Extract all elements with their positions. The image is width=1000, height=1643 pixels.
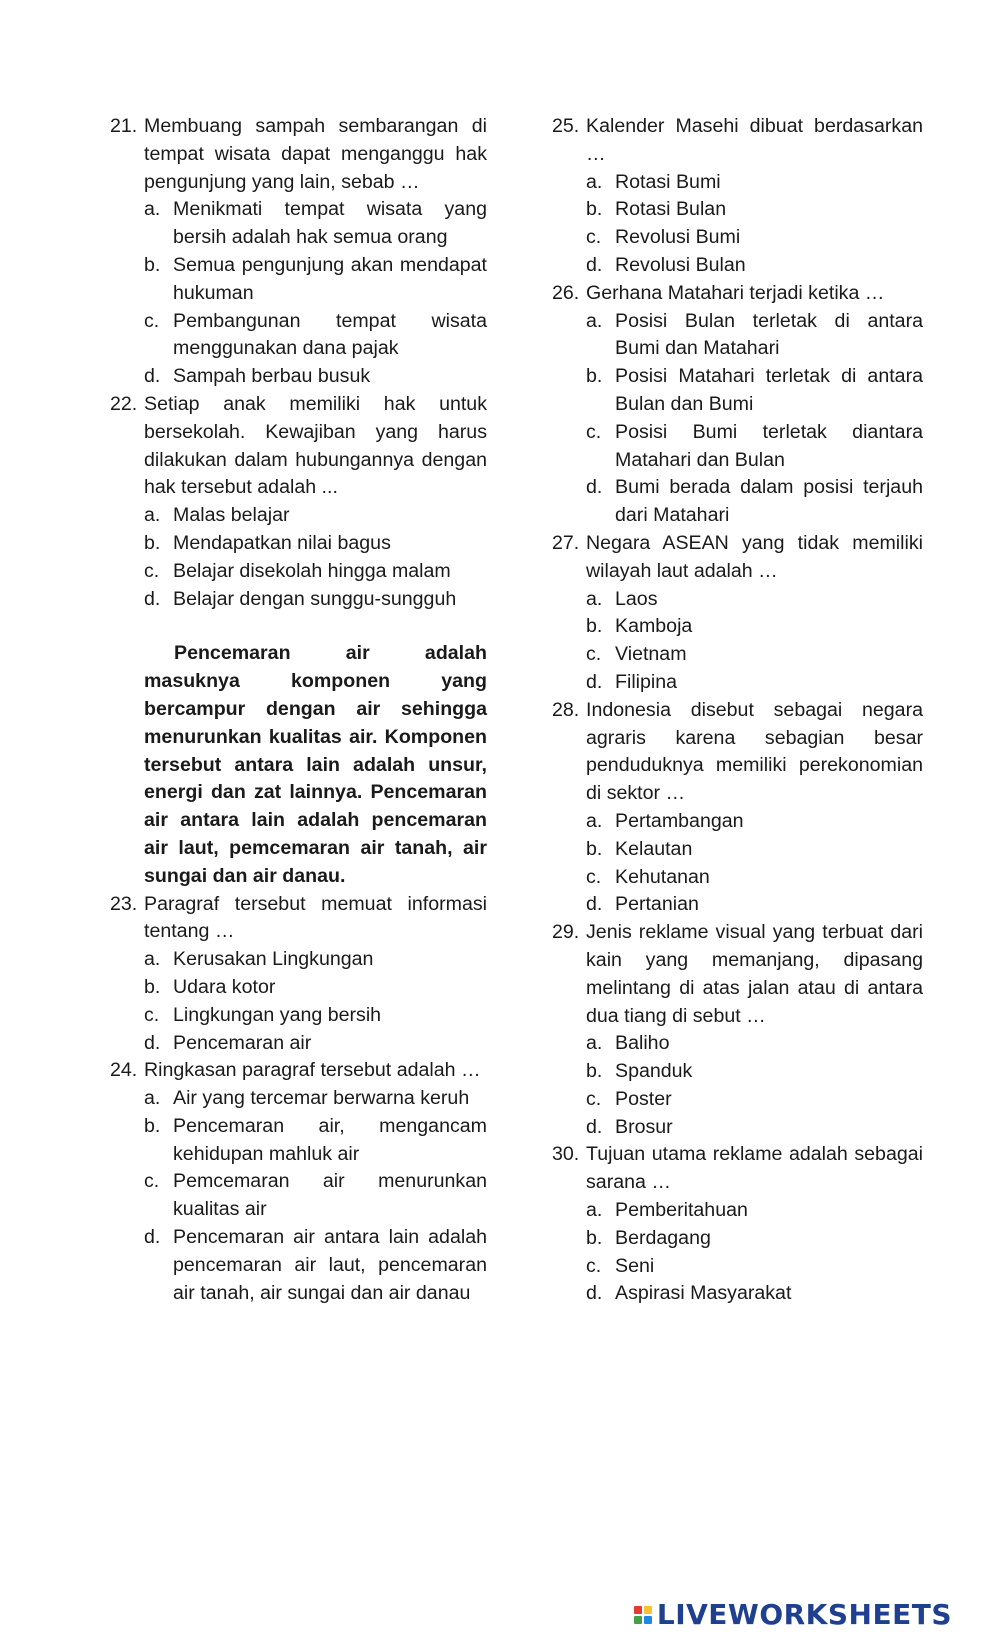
option-c[interactable]: c. Poster (586, 1087, 672, 1110)
question-29 (554, 919, 923, 1141)
option-c[interactable]: c. Pemcemaran air menurunkan kualitas air (144, 1170, 487, 1221)
question-number: 23. (110, 892, 138, 915)
question-number: 29. (552, 921, 580, 944)
option-a[interactable]: a. Kerusakan Lingkungan (144, 948, 374, 971)
option-a[interactable]: a. Menikmati tempat wisata yang bersih adalah hak semua orang (144, 198, 487, 249)
question-text: Membuang sampah sembarangan di tempat wisata dapat menganggu hak pengunjung yang lain, sebab … (144, 115, 487, 193)
question-text: Jenis reklame visual yang terbuat dari kain yang memanjang, dipasang melintang di atas jalan atau di antara dua tiang di sebut … (586, 921, 923, 1027)
question-text: Paragraf tersebut memuat informasi tentang … (144, 892, 487, 943)
option-c[interactable]: c. Lingkungan yang bersih (144, 1003, 382, 1026)
option-d[interactable]: d. Belajar dengan sunggu-sungguh (144, 587, 457, 610)
reading-passage: Pencemaran air adalah masuknya komponen yang bercampur dengan air sehingga menurunkan kualitas air. Komponen tersebut antara lain adalah unsur, energi dan zat lainnya. Pencemaran air antara lain adalah pencemaran air laut, pemcemaran air tanah, air sungai dan air danau. (144, 642, 487, 887)
option-b[interactable]: b. Mendapatkan nilai bagus (144, 531, 391, 554)
question-26 (554, 280, 923, 530)
question-number: 21. (110, 115, 138, 137)
question-text: Kalender Masehi dibuat berdasarkan … (586, 115, 923, 165)
question-number: 26. (552, 281, 580, 304)
option-d[interactable]: d. Bumi berada dalam posisi terjauh dari Matahari (586, 476, 923, 527)
option-a[interactable]: a. Pemberitahuan (586, 1199, 748, 1222)
option-a[interactable]: a. Baliho (586, 1032, 670, 1055)
question-22 (112, 391, 487, 613)
question-text: Setiap anak memiliki hak untuk bersekolah. Kewajiban yang harus dilakukan dalam hubungannya dengan hak tersebut adalah ... (144, 392, 487, 499)
option-d[interactable]: d. Revolusi Bulan (586, 253, 746, 276)
option-d[interactable]: d. Pencemaran air (144, 1031, 312, 1054)
option-a[interactable]: a. Rotasi Bumi (586, 170, 721, 193)
question-number: 27. (552, 531, 580, 554)
question-28 (554, 697, 923, 919)
option-c[interactable]: c. Belajar disekolah hingga malam (144, 559, 451, 582)
question-text: Indonesia disebut sebagai negara agraris karena sebagian besar penduduknya memiliki perekonomian di sektor … (586, 698, 923, 805)
question-number: 22. (110, 392, 138, 415)
liveworksheets-logo-icon (634, 1606, 652, 1624)
option-c[interactable]: c. Seni (586, 1254, 655, 1277)
option-a[interactable]: a. Posisi Bulan terletak di antara Bumi dan Matahari (586, 309, 923, 360)
option-d[interactable]: d. Pencemaran air antara lain adalah pencemaran air laut, pencemaran air tanah, air sungai dan air danau (144, 1226, 487, 1304)
right-column (554, 113, 923, 1308)
option-b[interactable]: b. Pencemaran air, mengancam kehidupan mahluk air (144, 1114, 487, 1165)
left-column (112, 113, 487, 1307)
option-d[interactable]: d. Pertanian (586, 893, 699, 916)
option-b[interactable]: b. Spanduk (586, 1060, 693, 1083)
option-b[interactable]: b. Posisi Matahari terletak di antara Bulan dan Bumi (586, 365, 923, 415)
question-text: Gerhana Matahari terjadi ketika … (586, 281, 885, 304)
question-24 (112, 1057, 487, 1307)
question-text: Ringkasan paragraf tersebut adalah … (144, 1059, 481, 1082)
option-a[interactable]: a. Laos (586, 587, 658, 610)
option-c[interactable]: c. Revolusi Bumi (586, 226, 741, 249)
option-a[interactable]: a. Pertambangan (586, 809, 744, 832)
option-c[interactable]: c. Posisi Bumi terletak diantara Matahari dan Bulan (586, 420, 923, 471)
liveworksheets-logo[interactable] (634, 1598, 952, 1631)
question-27 (554, 530, 923, 697)
question-text: Negara ASEAN yang tidak memiliki wilayah laut adalah … (586, 531, 923, 582)
option-b[interactable]: b. Udara kotor (144, 975, 276, 998)
option-b[interactable]: b. Berdagang (586, 1226, 711, 1249)
option-c[interactable]: c. Pembangunan tempat wisata menggunakan dana pajak (144, 309, 487, 360)
question-30 (554, 1141, 923, 1308)
option-b[interactable]: b. Rotasi Bulan (586, 198, 727, 221)
question-text: Tujuan utama reklame adalah sebagai sarana … (586, 1143, 923, 1194)
option-b[interactable]: b. Semua pengunjung akan mendapat hukuman (144, 253, 487, 304)
question-number: 24. (110, 1059, 138, 1082)
option-b[interactable]: b. Kelautan (586, 837, 693, 860)
option-d[interactable]: d. Brosur (586, 1115, 673, 1138)
question-23 (112, 891, 487, 1058)
option-b[interactable]: b. Kamboja (586, 615, 693, 638)
question-number: 28. (552, 698, 580, 721)
question-21 (112, 113, 487, 391)
question-25 (554, 113, 923, 280)
option-a[interactable]: a. Air yang tercemar berwarna keruh (144, 1087, 470, 1110)
option-d[interactable]: d. Filipina (586, 670, 678, 693)
option-c[interactable]: c. Vietnam (586, 643, 687, 666)
option-c[interactable]: c. Kehutanan (586, 865, 710, 888)
option-a[interactable]: a. Malas belajar (144, 504, 290, 527)
question-number: 30. (552, 1143, 580, 1166)
question-number: 25. (552, 115, 580, 137)
option-d[interactable]: d. Sampah berbau busuk (144, 365, 371, 388)
logo-text: LIVEWORKSHEETS (656, 1598, 952, 1631)
option-d[interactable]: d. Aspirasi Masyarakat (586, 1282, 792, 1305)
